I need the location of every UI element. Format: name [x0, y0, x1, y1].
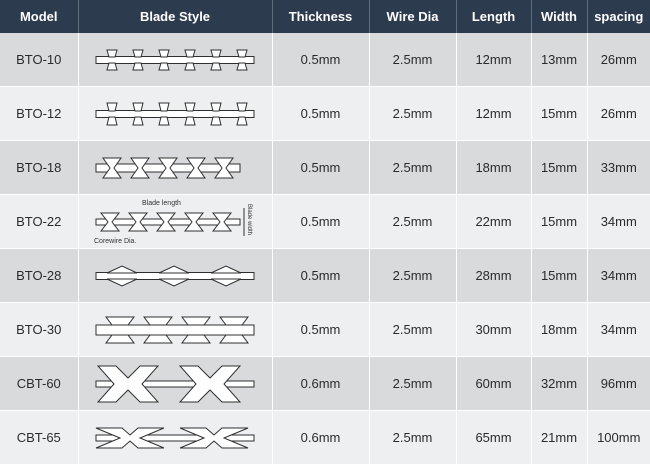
thickness-cell: 0.5mm	[272, 87, 369, 141]
blade-diagram	[90, 34, 260, 86]
wire-dia-cell: 2.5mm	[369, 357, 456, 411]
thickness-cell: 0.5mm	[272, 33, 369, 87]
header-length: Length	[456, 0, 531, 33]
model-cell: BTO-22	[0, 195, 78, 249]
blade-style-cell	[78, 87, 272, 141]
blade-diagram	[90, 412, 260, 464]
model-cell: BTO-12	[0, 87, 78, 141]
model-cell: BTO-10	[0, 33, 78, 87]
blade-diagram	[90, 142, 260, 194]
blade-diagram	[90, 88, 260, 140]
blade-diagram	[90, 358, 260, 410]
header-model: Model	[0, 0, 78, 33]
spacing-cell: 96mm	[587, 357, 650, 411]
length-cell: 30mm	[456, 303, 531, 357]
thickness-cell: 0.6mm	[272, 411, 369, 465]
wire-dia-cell: 2.5mm	[369, 141, 456, 195]
table-row	[0, 195, 650, 249]
blade-style-cell	[78, 357, 272, 411]
width-cell: 15mm	[531, 87, 587, 141]
thickness-cell: 0.6mm	[272, 357, 369, 411]
wire-dia-cell: 2.5mm	[369, 195, 456, 249]
blade-style-cell	[78, 33, 272, 87]
model-cell: BTO-30	[0, 303, 78, 357]
table-row	[0, 303, 650, 357]
table-row	[0, 141, 650, 195]
thickness-cell: 0.5mm	[272, 141, 369, 195]
length-cell: 60mm	[456, 357, 531, 411]
blade-style-cell	[78, 141, 272, 195]
model-cell: CBT-60	[0, 357, 78, 411]
wire-dia-cell: 2.5mm	[369, 33, 456, 87]
blade-style-cell	[78, 411, 272, 465]
length-cell: 28mm	[456, 249, 531, 303]
length-cell: 12mm	[456, 33, 531, 87]
wire-dia-cell: 2.5mm	[369, 411, 456, 465]
length-cell: 65mm	[456, 411, 531, 465]
spacing-cell: 26mm	[587, 87, 650, 141]
length-cell: 12mm	[456, 87, 531, 141]
spacing-cell: 33mm	[587, 141, 650, 195]
header-spacing: spacing	[587, 0, 650, 33]
blade-style-cell	[78, 195, 272, 249]
thickness-cell: 0.5mm	[272, 195, 369, 249]
wire-dia-cell: 2.5mm	[369, 249, 456, 303]
header-blade-style: Blade Style	[78, 0, 272, 33]
table-row	[0, 357, 650, 411]
table-row	[0, 411, 650, 465]
width-cell: 13mm	[531, 33, 587, 87]
blade-diagram	[90, 304, 260, 356]
width-cell: 15mm	[531, 141, 587, 195]
spacing-cell: 34mm	[587, 249, 650, 303]
length-cell: 22mm	[456, 195, 531, 249]
header-thickness: Thickness	[272, 0, 369, 33]
model-cell: CBT-65	[0, 411, 78, 465]
header-width: Width	[531, 0, 587, 33]
spacing-cell: 34mm	[587, 195, 650, 249]
table-row	[0, 33, 650, 87]
width-cell: 32mm	[531, 357, 587, 411]
model-cell: BTO-28	[0, 249, 78, 303]
length-cell: 18mm	[456, 141, 531, 195]
corewire-dia-label: Corewire Dia.	[94, 237, 137, 245]
model-cell: BTO-18	[0, 141, 78, 195]
spacing-cell: 100mm	[587, 411, 650, 465]
spacing-cell: 26mm	[587, 33, 650, 87]
width-cell: 18mm	[531, 303, 587, 357]
blade-diagram	[90, 250, 260, 302]
header-wire-dia: Wire Dia	[369, 0, 456, 33]
wire-dia-cell: 2.5mm	[369, 87, 456, 141]
blade-diagram	[90, 196, 260, 248]
thickness-cell: 0.5mm	[272, 249, 369, 303]
table-row	[0, 87, 650, 141]
table-header-row	[0, 0, 650, 33]
table-row	[0, 249, 650, 303]
blade-style-cell	[78, 249, 272, 303]
thickness-cell: 0.5mm	[272, 303, 369, 357]
width-cell: 15mm	[531, 249, 587, 303]
width-cell: 15mm	[531, 195, 587, 249]
wire-dia-cell: 2.5mm	[369, 303, 456, 357]
spacing-cell: 34mm	[587, 303, 650, 357]
blade-width-label: Blade width	[246, 203, 252, 235]
width-cell: 21mm	[531, 411, 587, 465]
blade-style-cell	[78, 303, 272, 357]
blade-length-label: Blade length	[142, 199, 181, 207]
